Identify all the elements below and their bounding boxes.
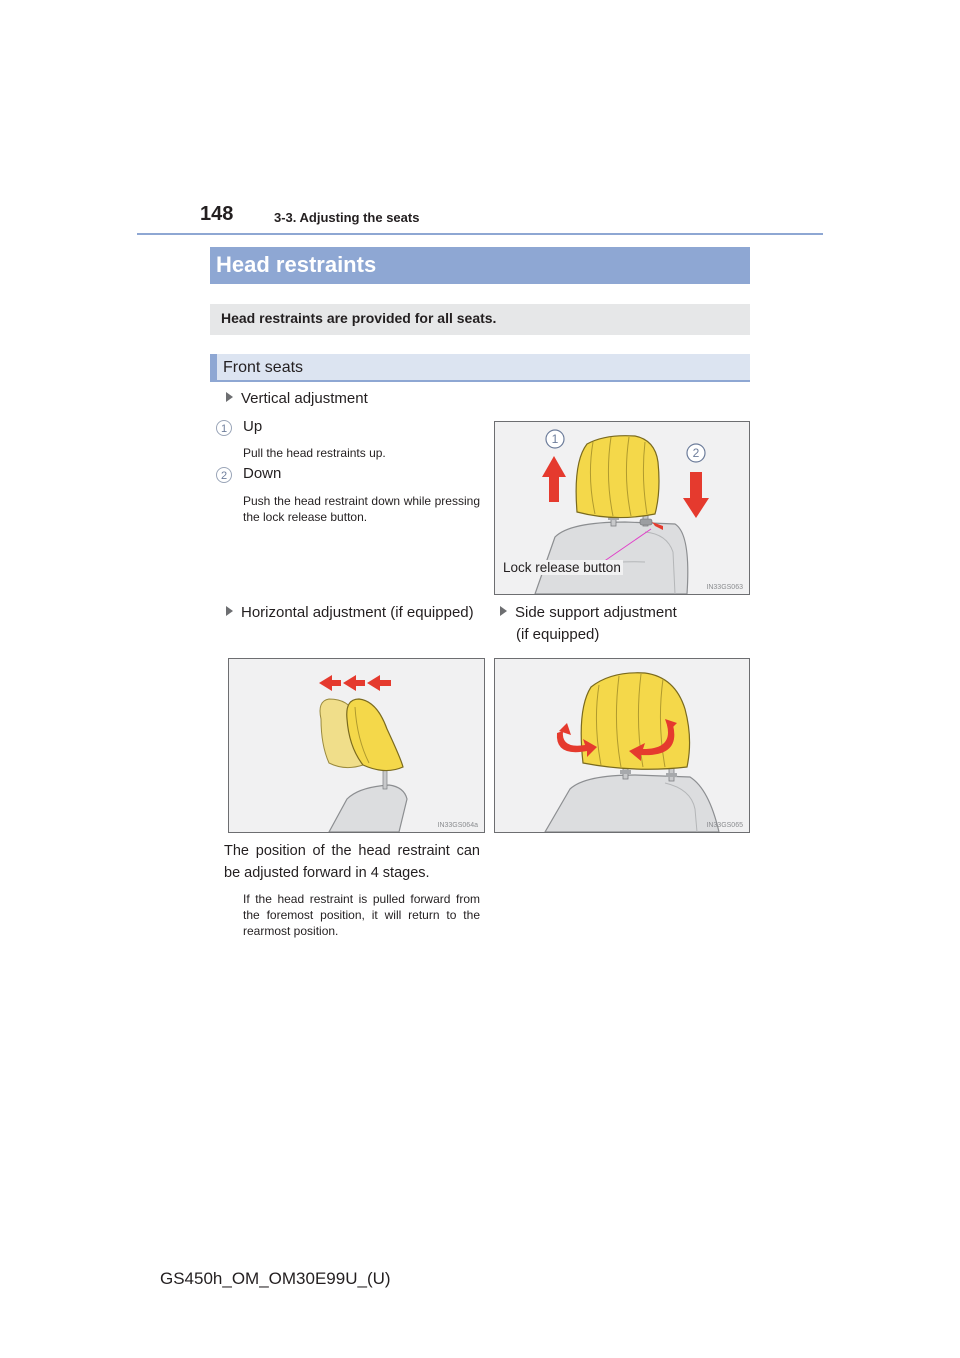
footer-document-code: GS450h_OM_OM30E99U_(U): [160, 1269, 391, 1288]
vertical-adjustment-figure: [494, 421, 750, 595]
horizontal-adjustment-heading: [226, 604, 474, 621]
horizontal-heading-text: Horizontal adjustment (if equipped): [241, 604, 474, 621]
subsection-bar: [210, 354, 750, 382]
step-2-badge: 2: [216, 467, 232, 483]
figure-badge-1: 1: [551, 432, 559, 446]
side-support-figure: [494, 658, 750, 833]
page-number: 148: [200, 203, 234, 225]
figure-code-3: IN33GS065: [706, 822, 743, 829]
intro-text: Head restraints are provided for all seats.: [221, 310, 497, 326]
figure-badge-2: 2: [692, 446, 700, 460]
side-support-illustration: [495, 659, 749, 832]
section-title-bar: [210, 247, 750, 284]
figure-code-1: IN33GS063: [706, 584, 743, 591]
step-2-detail: Push the head restraint down while pressing the lock release button.: [243, 494, 480, 524]
running-head: 3-3. Adjusting the seats: [274, 210, 420, 225]
side-support-heading-line1: Side support adjustment: [515, 604, 677, 621]
horizontal-adjustment-illustration: [229, 659, 484, 832]
subsection-accent: [210, 354, 217, 380]
step-2-label: Down: [243, 465, 282, 482]
figure-code-2: IN33GS064a: [437, 822, 478, 829]
step-1-detail: Pull the head restraints up.: [243, 446, 386, 460]
section-title: Head restraints: [216, 252, 377, 277]
triangle-bullet-icon: [226, 606, 233, 616]
subsection-title: Front seats: [223, 359, 304, 376]
step-1-badge: 1: [216, 420, 232, 436]
vertical-heading-text: Vertical adjustment: [241, 390, 368, 407]
horizontal-body-text: The position of the head restraint can be adjusted forward in 4 stages.: [224, 843, 480, 881]
vertical-adjustment-heading: [226, 390, 368, 407]
triangle-bullet-icon: [226, 392, 233, 402]
horizontal-adjustment-figure: [228, 658, 485, 833]
header-rule: [137, 233, 823, 235]
horizontal-note: If the head restraint is pulled forward from the foremost position, it will return to the rearmost position.: [243, 892, 480, 938]
intro-box: [210, 304, 750, 335]
side-support-heading-line2: (if equipped): [516, 626, 600, 643]
side-support-heading: [500, 604, 677, 621]
step-1-label: Up: [243, 418, 263, 435]
lock-release-button-label: Lock release button: [503, 560, 621, 575]
triangle-bullet-icon: [500, 606, 507, 616]
